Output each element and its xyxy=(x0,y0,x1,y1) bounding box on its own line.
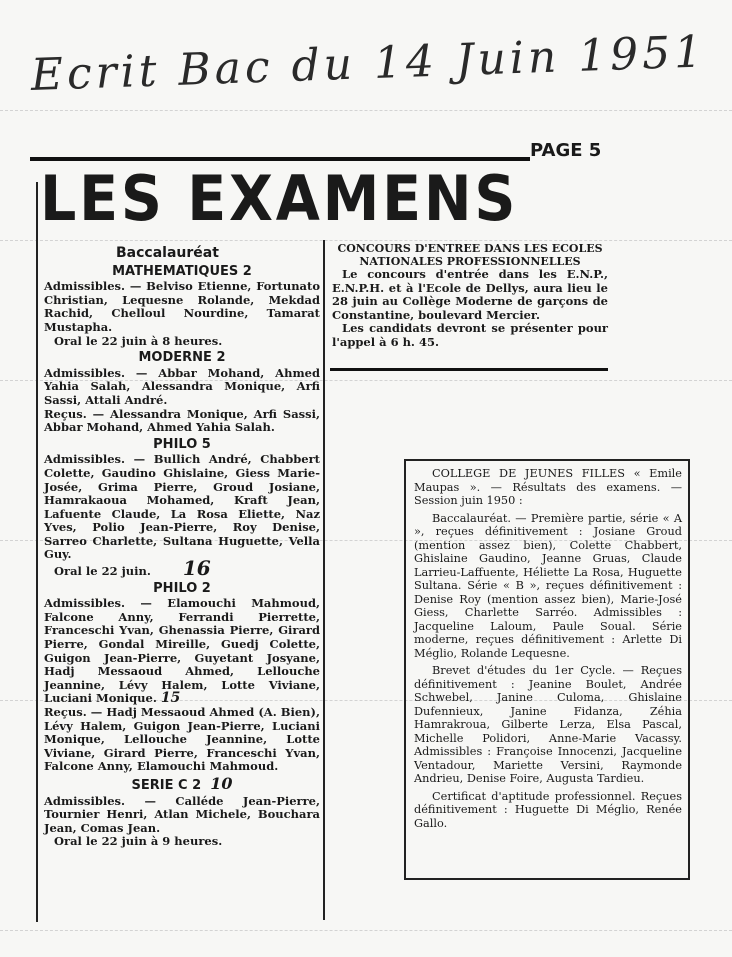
college-brevet: Brevet d'études du 1er Cycle. — Reçues définitivement : Jeanine Boulet, Andrée Schwebel, Janine Culoma, Ghislaine Dufennieux, Janine Fidanza, Zéhia Hamrakroua, Gilberte Lerza, Elsa Pascal, Michelle Polidori, Anne-Marie Vacassy. Admissibles : Françoise Innocenzi, Jacqueline Ventadour, Mariette Versini, Raymonde Andrieu, Denise Foire, Augusta Tardieu. xyxy=(414,664,682,785)
article-rule xyxy=(330,368,608,371)
college-bac: Baccalauréat. — Première partie, série « A », reçues définitivement : Josiane Groud (mention assez bien), Colette Chabbert, Ghislaine Gaudino, Jeanne Gruas, Claude Larrieu-Laffuente, Héliette La Rosa, Huguette Sultana. Série « B », reçues définitivement : Denise Roy (mention assez bien), Marie-José Giess, Charlette Sarréo. Admissibles : Jacqueline Laloum, Paule Soual. Série moderne, reçues définitivement : Arlette Di Méglio, Rolande Lequesne. xyxy=(414,511,682,660)
college-heading: COLLEGE DE JEUNES FILLES « Emile Maupas ». — Résultats des examens. — Session juin 1950 : xyxy=(414,467,682,507)
seriec2-heading: SERIE C 2 xyxy=(131,777,202,793)
baccalaureat-column xyxy=(44,247,320,849)
philo2-admissibles-text: Admissibles. — Elamouchi Mahmoud, Falcone Anny, Ferrandi Pierrette, Franceschi Yvan, Ghenassia Pierre, Girard Pierre, Gondal Mireille, Guedj Colette, Guigon Jean-Pierre, Guyetant Josyane, Hadj Messaoud Ahmed, Lellouche Jeannine, Lévy Halem, Lotte Viviane, Luciani Monique. xyxy=(44,596,320,706)
philo2-recus: Reçus. — Hadj Messaoud Ahmed (A. Bien), Lévy Halem, Guigon Jean-Pierre, Luciani Monique, Lellouche Jeannine, Lotte Viviane, Girard Pierre, Franceschi Yvan, Falcone Anny, Elamouchi Mahmoud. xyxy=(44,705,320,774)
philo5-heading: PHILO 5 xyxy=(153,436,211,452)
college-article xyxy=(404,459,690,880)
concours-article xyxy=(332,243,608,350)
philo2-admissibles xyxy=(44,597,320,706)
college-cap: Certificat d'aptitude professionnel. Reçues définitivement : Huguette Di Méglio, Renée Gallo. xyxy=(414,789,682,830)
seriec2-admissibles: Admissibles. — Calléde Jean-Pierre, Tournier Henri, Atlan Michele, Bouchara Jean, Comas Jean. xyxy=(44,793,320,835)
math2-oral: Oral le 22 juin à 8 heures. xyxy=(54,333,223,348)
scan-artifact-line xyxy=(0,930,732,932)
concours-heading: CONCOURS D'ENTREE DANS LES ECOLES NATIONALES PROFESSIONNELLES xyxy=(337,242,603,268)
moderne2-heading: MODERNE 2 xyxy=(138,350,226,366)
philo2-heading: PHILO 2 xyxy=(153,580,211,596)
philo5-oral: Oral le 22 juin. xyxy=(54,564,151,579)
concours-body: Le concours d'entrée dans les E.N.P., E.N.P.H. et à l'Ecole de Dellys, aura lieu le 28 juin au Collège Moderne de garçons de Constantine, boulevard Mercier. xyxy=(332,267,608,322)
moderne2-recus: Reçus. — Alessandra Monique, Arfi Sassi, Abbar Mohand, Ahmed Yahia Salah. xyxy=(44,406,320,435)
column-border xyxy=(36,182,38,922)
header-rule xyxy=(30,157,530,161)
math2-heading: MATHEMATIQUES 2 xyxy=(112,263,252,279)
handwritten-count: 10 xyxy=(210,773,233,793)
handwritten-count: 16 xyxy=(182,556,211,581)
philo5-admissibles: Admissibles. — Bullich André, Chabbert Colette, Gaudino Ghislaine, Giess Marie-Josée, Grima Pierre, Groud Josiane, Hamrakaoua Mohamed, Kraft Jean, Lafuente Claude, La Rosa Eliette, Naz Yves, Polio Jean-Pierre, Roy Denise, Sarreo Charlette, Sultana Huguette, Vella Guy. xyxy=(44,452,320,562)
page-number: PAGE 5 xyxy=(530,140,602,161)
handwritten-note: Ecrit Bac du 14 Juin 1951 xyxy=(30,26,707,101)
column-border xyxy=(323,240,325,920)
seriec2-heading-line xyxy=(44,773,320,793)
philo5-oral-line xyxy=(44,556,320,581)
moderne2-admissibles: Admissibles. — Abbar Mohand, Ahmed Yahia Salah, Alessandra Monique, Arfi Sassi, Attali André. xyxy=(44,365,320,407)
math2-admissibles: Admissibles. — Belviso Etienne, Fortunato Christian, Lequesne Rolande, Mekdad Rachid, Chelloul Nourdine, Tamarat Mustapha. xyxy=(44,279,320,334)
bac-heading: Baccalauréat xyxy=(116,245,219,261)
handwritten-count: 15 xyxy=(160,690,181,707)
seriec2-oral: Oral le 22 juin à 9 heures. xyxy=(54,834,223,849)
concours-note: Les candidats devront se présenter pour l'appel à 6 h. 45. xyxy=(332,321,608,349)
masthead-title: LES EXAMENS xyxy=(40,162,519,235)
